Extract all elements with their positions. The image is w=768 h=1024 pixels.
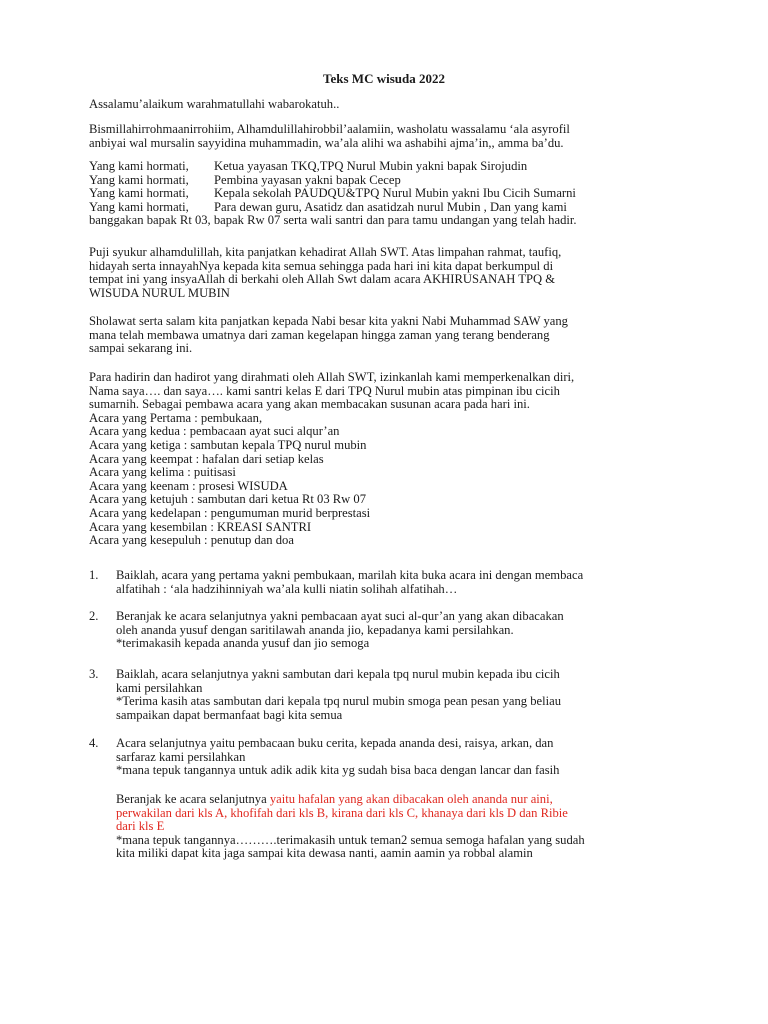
list-number: 2. [89,609,99,623]
list-item [116,737,696,778]
intro-and-agenda [89,371,689,548]
agenda-item: Acara yang kesepuluh : penutup dan doa [89,533,294,548]
list-item-line: oleh ananda yusuf dengan saritilawah ananda jio, kepadanya kami persilahkan. [116,622,514,637]
agenda-item: Acara yang kelima : puitisasi [89,465,236,480]
agenda-item: Acara yang kedua : pembacaan ayat suci alqur’an [89,424,340,439]
honorific-text: Pembina yayasan yakni bapak Cecep [214,172,401,187]
greeting [89,98,689,112]
list-item-line: kami persilahkan [116,680,203,695]
honorific-row [89,187,689,201]
hafalan-closing: kita miliki dapat kita jaga sampai kita dewasa nanti, aamin aamin ya robbal alamin [116,846,533,861]
honorific-label: Yang kami hormati, [89,199,189,214]
paragraph-line: sampai sekarang ini. [89,341,193,356]
agenda-item: Acara yang keempat : hafalan dari setiap kelas [89,451,324,466]
paragraph-line: Nama saya…. dan saya…. kami santri kelas E dari TPQ Nurul mubin atas pimpinan ibu cicih [89,383,560,398]
list-number: 1. [89,568,99,582]
honorific-row [89,174,689,188]
honorific-text: Kepala sekolah PAUDQU&TPQ Nurul Mubin yakni Ibu Cicih Sumarni [214,186,576,201]
honorific-row [89,201,689,215]
honorific-row [89,160,689,174]
honorifics-block [89,160,689,228]
praise-paragraph [89,246,689,300]
hafalan-lead: Beranjak ke acara selanjutnya [116,792,270,806]
list-item-line: sampaikan dapat bermanfaat bagi kita semua [116,707,343,722]
agenda-item: Acara yang kesembilan : KREASI SANTRI [89,519,312,534]
agenda-item: Acara yang kedelapan : pengumuman murid berprestasi [89,505,371,520]
sholawat-paragraph [89,315,689,356]
greeting-line: Assalamu’alaikum warahmatullahi wabarokatuh.. [89,97,340,111]
hafalan-highlight: dari kls E [116,819,165,834]
paragraph-line: sumarnih. Sebagai pembawa acara yang akan membacakan susunan acara pada hari ini. [89,397,530,412]
hafalan-highlight: yaitu hafalan yang akan dibacakan oleh ananda nur aini, [269,792,553,806]
list-item [116,668,696,722]
paragraph-line: hidayah serta innayahNya kepada kita semua sehingga pada hari ini kita dapat berkumpul di [89,258,554,273]
list-item-line: alfatihah : ‘ala hadzihinniyah wa’ala kulli niatin solihah alfatihah… [116,581,458,596]
agenda-item: Acara yang Pertama : pembukaan, [89,410,263,425]
agenda-item: Acara yang ketiga : sambutan kepala TPQ nurul mubin [89,437,367,452]
paragraph-line: WISUDA NURUL MUBIN [89,285,230,300]
paragraph-line: Bismillahirrohmaanirrohiim, Alhamdulillahirobbil’aalamiin, washolatu wassalamu ‘ala asyrofil [89,122,570,136]
list-number: 3. [89,667,99,681]
document-title: Teks MC wisuda 2022 [323,71,445,86]
list-item-line: sarfaraz kami persilahkan [116,749,246,764]
opening-paragraph [89,123,689,150]
honorific-text: Ketua yayasan TKQ,TPQ Nurul Mubin yakni bapak Sirojudin [214,159,528,173]
honorific-label: Yang kami hormati, [89,159,189,173]
list-item [116,569,696,596]
list-item-line: Beranjak ke acara selanjutnya yakni pembacaan ayat suci al-qur’an yang akan dibacakan [116,609,564,623]
hafalan-line [116,793,696,807]
paragraph-line: Para hadirin dan hadirot yang dirahmati oleh Allah SWT, izinkanlah kami memperkenalkan diri, [89,370,575,384]
list-item-line: Acara selanjutnya yaitu pembacaan buku cerita, kepada ananda desi, raisya, arkan, dan [116,736,554,750]
paragraph-line: tempat ini yang insyaAllah di berkahi oleh Allah Swt dalam acara AKHIRUSANAH TPQ & [89,272,556,287]
list-item-line: *mana tepuk tangannya untuk adik adik kita yg sudah bisa baca dengan lancar dan fasih [116,763,560,778]
list-item-line: *terimakasih kepada ananda yusuf dan jio semoga [116,636,370,651]
hafalan-highlight: perwakilan dari kls A, khofifah dari kls B, kirana dari kls C, khanaya dari kls D dan Ribie [116,805,568,820]
list-number: 4. [89,736,99,750]
honorific-label: Yang kami hormati, [89,186,189,201]
hafalan-paragraph [116,793,696,861]
honorific-text: Para dewan guru, Asatidz dan asatidzah nurul Mubin , Dan yang kami [214,199,567,214]
agenda-item: Acara yang ketujuh : sambutan dari ketua Rt 03 Rw 07 [89,492,366,507]
list-item-line: Baiklah, acara selanjutnya yakni sambutan dari kepala tpq nurul mubin kepada ibu cicih [116,667,560,681]
list-item [116,610,696,651]
agenda-item: Acara yang keenam : prosesi WISUDA [89,478,288,493]
honorific-continuation: banggakan bapak Rt 03, bapak Rw 07 serta wali santri dan para tamu undangan yang telah hadir. [89,213,577,228]
honorific-label: Yang kami hormati, [89,172,189,187]
list-item-line: *Terima kasih atas sambutan dari kepala tpq nurul mubin smoga pean pesan yang beliau [116,694,562,709]
paragraph-line: Sholawat serta salam kita panjatkan kepada Nabi besar kita yakni Nabi Muhammad SAW yang [89,314,568,328]
paragraph-line: anbiyai wal mursalin sayyidina muhammadin, wa’ala alihi wa ashabihi ajma’in,, amma ba’du. [89,135,564,150]
hafalan-closing: *mana tepuk tangannya……….terimakasih untuk teman2 semua semoga hafalan yang sudah [116,832,585,847]
paragraph-line: mana telah membawa umatnya dari zaman kegelapan hingga zaman yang terang benderang [89,327,550,342]
paragraph-line: Puji syukur alhamdulillah, kita panjatkan kehadirat Allah SWT. Atas limpahan rahmat, taufiq, [89,245,562,259]
list-item-line: Baiklah, acara yang pertama yakni pembukaan, marilah kita buka acara ini dengan membaca [116,568,584,582]
